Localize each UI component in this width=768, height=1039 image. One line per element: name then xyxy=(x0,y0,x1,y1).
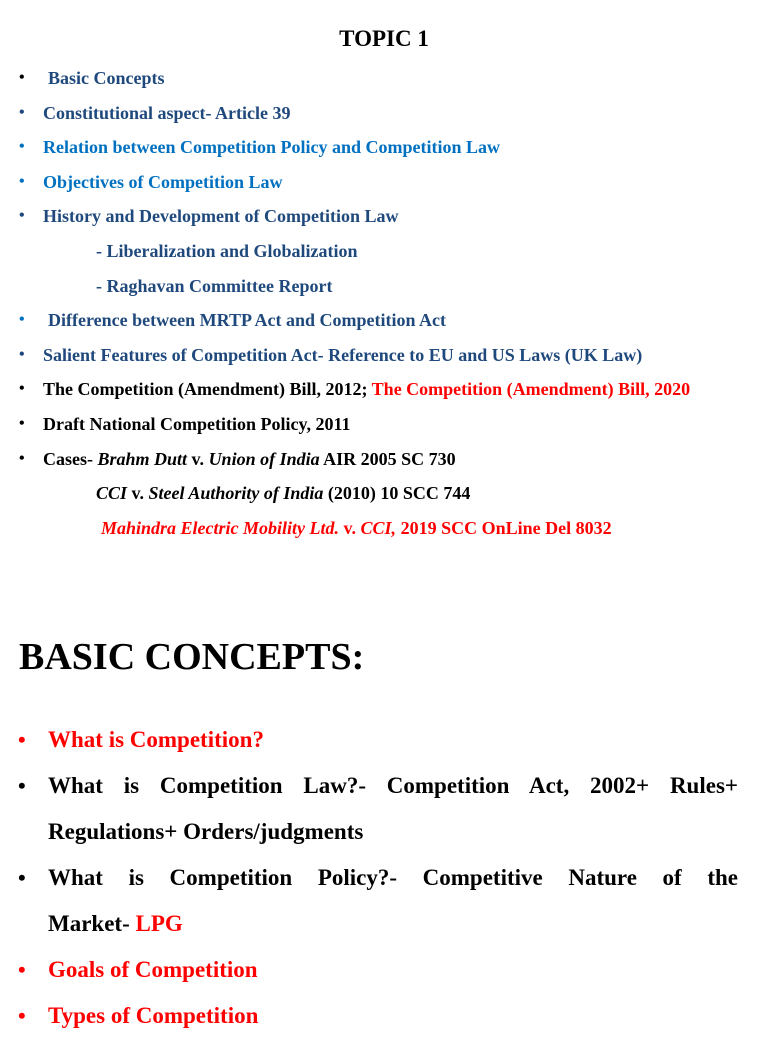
outline-sub-raghavan: - Raghavan Committee Report xyxy=(96,275,333,296)
concept-line: Regulations+ Orders/judgments xyxy=(48,819,364,844)
case-mahindra xyxy=(101,511,612,546)
concept-what-is-competition: What is Competition? xyxy=(48,727,264,752)
list-item xyxy=(0,96,768,131)
list-item xyxy=(0,338,768,373)
case-citation: AIR 2005 SC 730 xyxy=(319,448,456,469)
concept-what-is-competition-law xyxy=(48,763,738,855)
market-label: Market- xyxy=(48,911,136,936)
list-item xyxy=(0,511,768,546)
case-cci-sail xyxy=(96,476,470,511)
basic-concepts-list xyxy=(0,717,768,1039)
list-item xyxy=(0,476,768,511)
list-item xyxy=(0,993,768,1039)
outline-basic-concepts: Basic Concepts xyxy=(48,68,165,88)
list-item xyxy=(0,717,768,763)
topic-outline-list xyxy=(0,61,768,545)
case-citation: 2019 SCC OnLine Del 8032 xyxy=(396,517,612,538)
bullet-icon: • xyxy=(18,727,26,752)
case-versus: v. xyxy=(339,517,361,538)
case-versus: v. xyxy=(187,448,209,469)
outline-salient-features: Salient Features of Competition Act- Reference to EU and US Laws (UK Law) xyxy=(43,344,643,365)
case-brahm-dutt xyxy=(43,442,456,477)
bullet-icon: • xyxy=(19,172,25,190)
outline-history: History and Development of Competition Law xyxy=(43,206,399,227)
case-party: Mahindra Electric Mobility Ltd. xyxy=(101,517,340,538)
list-item xyxy=(0,130,768,165)
bullet-icon: • xyxy=(18,865,26,890)
concept-what-is-competition-policy xyxy=(48,855,738,947)
list-item xyxy=(0,269,768,304)
list-item xyxy=(0,407,768,442)
bill-2012-text: The Competition (Amendment) Bill, 2012; xyxy=(43,379,372,400)
case-citation: (2010) 10 SCC 744 xyxy=(323,483,471,504)
case-party: CCI xyxy=(96,483,128,504)
bill-2020-text: The Competition (Amendment) Bill, 2020 xyxy=(371,379,691,400)
outline-sub-liberalization: - Liberalization and Globalization xyxy=(96,240,358,261)
list-item xyxy=(0,61,768,96)
lpg-label: LPG xyxy=(135,911,183,936)
list-item xyxy=(0,165,768,200)
list-item xyxy=(0,234,768,269)
topic-title: TOPIC 1 xyxy=(339,26,429,51)
list-item xyxy=(0,855,768,947)
bullet-icon: • xyxy=(19,380,25,398)
concept-line: What is Competition Law?- Competition Act, 2002+ Rules+ xyxy=(48,773,738,798)
list-item xyxy=(0,763,768,855)
case-party: Brahm Dutt xyxy=(97,448,188,469)
case-party: Union of India xyxy=(208,448,320,469)
bullet-icon: • xyxy=(19,138,25,156)
concept-types: Types of Competition xyxy=(48,1003,259,1028)
bullet-icon: • xyxy=(19,207,25,225)
case-party: Steel Authority of India xyxy=(148,483,324,504)
bullet-icon: • xyxy=(18,773,26,798)
list-item xyxy=(0,303,768,338)
case-versus: v. xyxy=(127,483,149,504)
case-party: CCI, xyxy=(360,517,397,538)
bullet-icon: • xyxy=(19,414,25,432)
bullet-icon: • xyxy=(19,103,25,121)
bullet-icon: • xyxy=(19,345,25,363)
concept-line: What is Competition Policy?- Competitive Nature of the xyxy=(48,865,738,890)
bullet-icon: • xyxy=(19,311,25,329)
outline-relation: Relation between Competition Policy and Competition Law xyxy=(43,137,500,158)
bullet-icon: • xyxy=(19,69,25,86)
bullet-icon: • xyxy=(18,1003,26,1028)
cases-label: Cases- xyxy=(43,448,98,469)
list-item xyxy=(0,199,768,234)
list-item xyxy=(0,372,768,407)
concept-line xyxy=(48,901,738,947)
list-item xyxy=(0,442,768,477)
outline-difference: Difference between MRTP Act and Competition Act xyxy=(48,310,446,331)
list-item xyxy=(0,947,768,993)
outline-amendment-bills xyxy=(43,372,690,407)
bullet-icon: • xyxy=(18,957,26,982)
bullet-icon: • xyxy=(19,449,25,467)
outline-constitutional-aspect: Constitutional aspect- Article 39 xyxy=(43,102,291,123)
section-title: BASIC CONCEPTS: xyxy=(19,636,365,678)
outline-objectives: Objectives of Competition Law xyxy=(43,171,283,192)
concept-goals: Goals of Competition xyxy=(48,957,258,982)
outline-draft-policy: Draft National Competition Policy, 2011 xyxy=(43,413,351,434)
